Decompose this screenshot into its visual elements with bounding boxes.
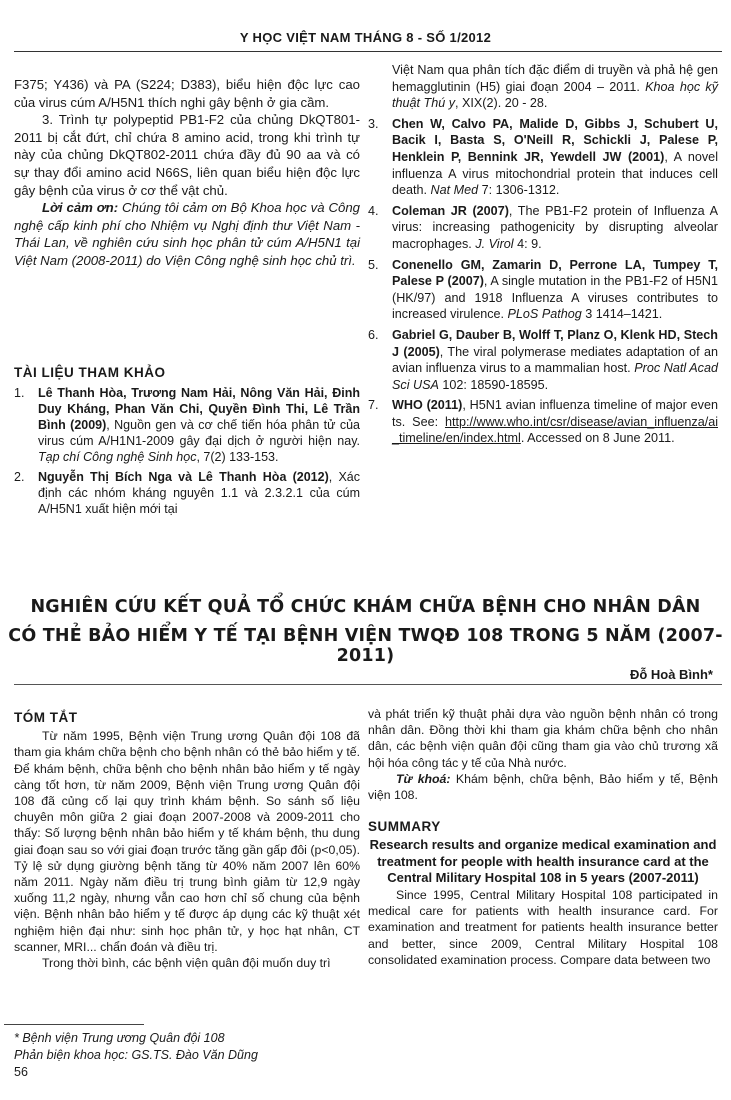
reference-authors: Coleman JR (2007) [392,203,509,218]
footnote-divider [4,1024,144,1025]
reference-number: 2. [14,469,25,484]
reference-number: 6. [368,327,379,342]
abstract-title: TÓM TẮT [14,710,78,725]
reference-item-continued [368,62,718,112]
reference-item [14,469,360,517]
reference-text: , Nguồn gen và cơ chế tiến hóa phân tử của virus cúm A/H1N1-2009 gây đại dịch ở người hiện nay. [38,417,360,448]
article-title-line-2: CÓ THẺ BẢO HIỂM Y TẾ TẠI BỆNH VIỆN TWQĐ 108 TRONG 5 NĂM (2007-2011) [8,626,723,666]
reference-number: 3. [368,116,379,131]
references-right [368,62,718,451]
acknowledgement-text: Chúng tôi cảm ơn Bộ Khoa học và Công nghệ cấp kinh phí cho Nhiệm vụ Nghị định thư Việt Nam - Thái Lan, về nghiên cứu sinh học phân tử cúm A/H5N1 tại Việt Nam (2008-2011) do Viện Công nghệ sinh học chủ trì. [14,200,360,268]
reference-journal: Tạp chí Công nghệ Sinh học [38,449,197,464]
abstract-continued: và phát triển kỹ thuật phải dựa vào nguồn bệnh nhân có trong nhân dân. Đồng thời khi tham gia khám chữa bệnh cho nhân dân, các bệnh viện quân đội cũng tham gia vào chủ trương xã hội hóa công tác y tế của Nhà nước. [368,707,718,770]
reference-number: 5. [368,257,379,272]
reference-journal: J. Virol [475,236,514,251]
references-left [14,364,360,521]
reference-tail: 102: 18590-18595. [438,377,549,392]
reference-item [368,116,718,199]
reference-tail: , 7(2) 133-153. [196,449,279,464]
abstract-paragraph: Từ năm 1995, Bệnh viện Trung ương Quân đội 108 đã tham gia khám chữa bệnh cho bệnh nhân có thẻ bảo hiểm y tế. Để khám bệnh, chữa bệnh cho bệnh nhân bảo hiểm y tế ngày càng tốt hơn, từ năm 2009, Bệnh viện Trung ương Quân đội 108 đã củng cố lại quy trình khám bệnh. So sánh số liệu chuyên môn giữa 2 giai đoạn 2007-2008 và 2009-2011 cho thấy: Số lượng bệnh nhân bảo hiểm y tế khám bệnh, thu dung giai đoạn sau so với giai đoạn trước tăng gần gấp đôi (p<0,05). Tỷ lệ sử dụng giường bệnh tăng từ 40% năm 2007 lên 60% năm 2011. Ngày năm điều trị trung bình giảm từ 12,9 ngày xuống 11,2 ngày, nhưng vẫn cao hơn chỉ số chung của bệnh viện. Bệnh nhân bảo hiểm y tế được áp dụng các kỹ thuật xét nghiệm hiện đại như: sinh học phân tử, y học hạt nhân, CT scanner, MRI... chẩn đoán và điều trị. [14,729,360,954]
summary-subtitle: Research results and organize medical examination and treatment for people with health insurance card at the Central Military Hospital 108 in 5 years (2007-2011) [369,837,717,886]
reference-text: , Xác định các nhóm kháng nguyên 1.1 và 2.3.2.1 của cúm A/H5N1 xuất hiện mới tại [38,469,360,516]
article-title-line-1: NGHIÊN CỨU KẾT QUẢ TỔ CHỨC KHÁM CHỮA BỆNH CHO NHÂN DÂN [30,597,701,617]
reference-authors: Conenello GM, Zamarin D, Perrone LA, Tumpey T, Palese P (2007) [392,257,718,289]
reference-tail: 7: 1306-1312. [478,183,560,198]
footnote-affiliation: * Bệnh viện Trung ương Quân đội 108 [14,1031,225,1045]
abstract-left [14,710,360,971]
reference-journal: Proc Natl Acad Sci USA [392,361,718,392]
reference-item [368,257,718,323]
title-divider [14,684,722,685]
reference-tail: , XIX(2). 20 - 28. [455,96,548,111]
summary-paragraph: Since 1995, Central Military Hospital 108 participated in medical care for patients with health insurance card. For examination and treatment for patients health insurance better and better, since 2009, Central Military Hospital 108 consolidated examination process. Compare data between two [368,887,718,967]
reference-item [368,397,718,447]
reference-authors: Chen W, Calvo PA, Malide D, Gibbs J, Schubert U, Bacik I, Basta S, O'Neill R, Schickli J, Palese P, Henklein P, Bennink JR, Yewdell JW (2001) [392,116,718,164]
reference-item [368,203,718,253]
header-divider [14,51,722,52]
reference-authors: Lê Thanh Hòa, Trương Nam Hải, Nông Văn Hải, Đinh Duy Kháng, Phan Văn Chi, Quyền Đình Thi, Lê Trần Bình (2009) [38,385,360,432]
reference-number: 1. [14,385,25,400]
summary-title: SUMMARY [368,819,441,835]
abstract-paragraph-2: Trong thời bình, các bệnh viện quân đội muốn duy trì [42,956,331,971]
footnote-reviewer: Phản biện khoa học: GS.TS. Đào Văn Dũng [14,1048,258,1062]
reference-number: 4. [368,203,379,218]
page-number: 56 [14,1065,28,1079]
reference-journal: Khoa học kỹ thuật Thú y [392,79,719,111]
reference-tail: 4: 9. [513,236,542,251]
reference-number: 7. [368,398,379,413]
running-header: Y HỌC VIỆT NAM THÁNG 8 - SỐ 1/2012 [239,30,492,45]
reference-text: , H5N1 avian influenza timeline of major events. See: [392,398,718,429]
reference-journal: Nat Med [430,183,479,198]
article-author: Đỗ Hoà Bình* [629,667,713,682]
reference-text: , The PB1-F2 protein of Influenza A virus: increasing pathogenicity by disrupting alveolar macrophages. [392,203,718,251]
reference-tail: . Accessed on 8 June 2011. [520,431,675,446]
left-column [14,76,360,270]
reference-authors: WHO (2011) [392,398,463,413]
reference-item [368,327,718,393]
reference-journal: PLoS Pathog [507,307,582,322]
conclusion-paragraph-3: 3. Trình tự polypeptid PB1-F2 của chủng DkQT801-2011 bị cắt đứt, chỉ chứa 8 amino acid, trong khi trình tự này của chủng DkQT802-2011 chứa đầy đủ 90 aa và có sự thay đổi amino acid N66S, liên quan biểu hiện độc lực gây bệnh của virus ở cơ thể vật chủ. [14,112,360,198]
acknowledgement [14,199,360,269]
reference-authors: Nguyễn Thị Bích Nga và Lê Thanh Hòa (2012) [38,469,329,484]
reference-link[interactable]: http://www.who.int/csr/disease/avian_influenza/ai_timeline/en/index.html [392,414,718,446]
reference-text: , A novel influenza A virus mitochondrial protein that induces cell death. [392,149,718,198]
keywords [368,771,718,803]
reference-item [14,385,360,465]
keywords-text: Khám bệnh, chữa bệnh, Bảo hiểm y tế, Bệnh viện 108. [368,771,718,803]
abstract-right [368,706,718,968]
reference-tail: 3 1414–1421. [581,307,663,322]
reference-text: Việt Nam qua phân tích đặc điểm di truyền và phả hệ gen hemagglutinin (H5) giai đoạn 2004 – 2011. [392,63,718,94]
references-title: TÀI LIỆU THAM KHẢO [14,365,166,380]
reference-text: , The viral polymerase mediates adaptation of an avian influenza virus to a mammalian host. [392,344,718,376]
reference-authors: Gabriel G, Dauber B, Wolff T, Planz O, Klenk HD, Stech J (2005) [392,327,718,359]
conclusion-paragraph-2: F375; Y436) và PA (S224; D383), biểu hiện độc lực cao của virus cúm A/H5N1 thích nghi gây bệnh ở gia cầm. [14,77,360,110]
acknowledgement-label: Lời cảm ơn: [42,200,119,216]
keywords-label: Từ khoá: [396,771,451,786]
reference-text: , A single mutation in the PB1-F2 of H5N1 (HK/97) and 1918 Influenza A viruses contributes to increased virulence. [392,274,718,322]
